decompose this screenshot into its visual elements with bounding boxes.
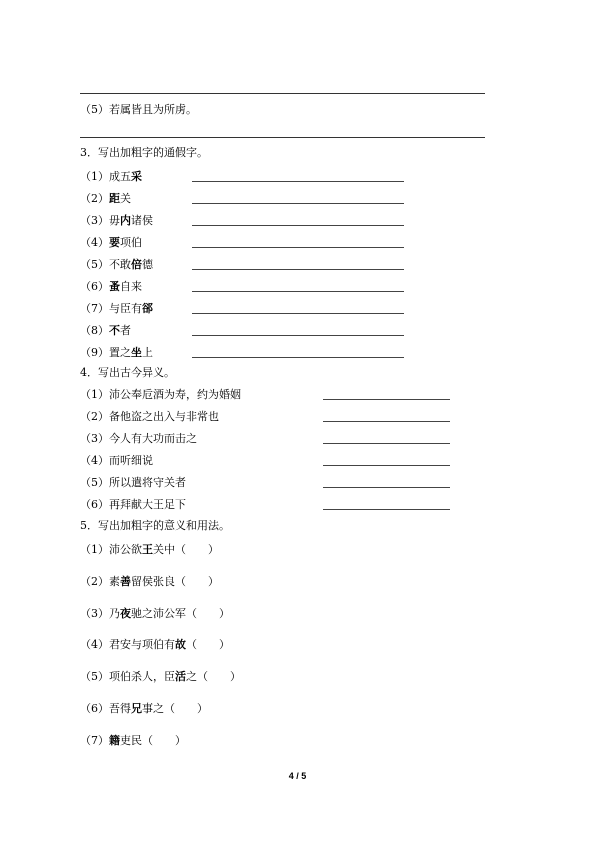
item-text: 事之	[142, 702, 164, 715]
bold-character: 不	[109, 324, 120, 337]
bold-character: 籍	[109, 733, 120, 747]
q3-item	[80, 192, 131, 206]
item-number: （2）	[80, 192, 109, 205]
item-number: （1）	[80, 543, 109, 556]
item-text: 所以遣将守关者	[109, 476, 186, 489]
answer-blank[interactable]	[192, 203, 404, 204]
item-text: 关中	[153, 543, 175, 556]
item-text: 乃	[109, 606, 120, 620]
answer-blank[interactable]	[323, 421, 450, 422]
q5-item	[80, 670, 241, 684]
q3-item	[80, 346, 153, 360]
answer-blank[interactable]	[323, 399, 450, 400]
item-number: （4）	[80, 236, 109, 249]
bold-character: 倍	[131, 258, 142, 271]
item-text: 沛公欲	[109, 543, 142, 556]
answer-parentheses[interactable]: （ ）	[175, 574, 219, 588]
item-text: 自来	[120, 280, 142, 293]
item-text: 项伯杀人，臣	[109, 670, 175, 684]
item-number: （4）	[80, 454, 109, 467]
q3-item	[80, 214, 153, 228]
item-text: 君安与项伯有	[109, 638, 175, 652]
item-number: （6）	[80, 498, 109, 511]
answer-blank[interactable]	[192, 269, 404, 270]
q3-item	[80, 280, 142, 294]
item-text: 素	[109, 574, 120, 588]
item-text: 关	[120, 192, 131, 205]
item-text: 备他盗之出入与非常也	[109, 410, 219, 423]
item-number: （3）	[80, 606, 109, 620]
q3-title: 3．写出加粗字的通假字。	[80, 146, 208, 159]
item-number: （1）	[80, 388, 109, 401]
q3-item	[80, 302, 153, 316]
q3-item	[80, 236, 142, 250]
item-text: 者	[120, 324, 131, 337]
item-text: 与臣有	[109, 302, 142, 315]
item-text: 留侯张良	[131, 574, 175, 588]
q4-title: 4．写出古今异义。	[80, 366, 175, 379]
item-text: 再拜献大王足下	[109, 498, 186, 511]
q3-item	[80, 170, 142, 184]
q4-item	[80, 454, 153, 468]
bold-character: 兄	[131, 702, 142, 715]
item-text: 驰之沛公军	[131, 606, 186, 620]
bold-character: 坐	[131, 346, 142, 359]
item-number: （9）	[80, 346, 109, 359]
answer-parentheses[interactable]: （ ）	[197, 670, 241, 684]
q3-item	[80, 324, 131, 338]
answer-blank[interactable]	[192, 335, 404, 336]
bold-character: 内	[120, 214, 131, 227]
answer-blank[interactable]	[192, 225, 404, 226]
item-number: （6）	[80, 702, 109, 715]
item-number: （6）	[80, 280, 109, 293]
item-text: 项伯	[120, 236, 142, 249]
item-number: （2）	[80, 410, 109, 423]
item-text: 毋	[109, 214, 120, 227]
answer-parentheses[interactable]: （ ）	[186, 638, 230, 652]
answer-line-prev	[80, 137, 485, 138]
item-number: （2）	[80, 574, 109, 588]
answer-blank[interactable]	[192, 247, 404, 248]
answer-parentheses[interactable]: （ ）	[175, 543, 219, 556]
page-number: 4 / 5	[288, 771, 307, 781]
bold-character: 活	[175, 670, 186, 684]
q5-item	[80, 638, 230, 652]
answer-line-top	[80, 93, 485, 94]
answer-blank[interactable]	[323, 443, 450, 444]
q5-title: 5．写出加粗字的意义和用法。	[80, 519, 230, 532]
bold-character: 蚤	[109, 280, 120, 293]
item-number: （4）	[80, 638, 109, 652]
q4-item	[80, 388, 241, 402]
answer-blank[interactable]	[192, 181, 404, 182]
item-number: （5）	[80, 476, 109, 489]
item-number: （8）	[80, 324, 109, 337]
item-text: 成五	[109, 170, 131, 183]
item-number: （3）	[80, 432, 109, 445]
item-text: 不敢	[109, 258, 131, 271]
q5-item	[80, 543, 219, 557]
item-number: （5）	[80, 258, 109, 271]
answer-blank[interactable]	[192, 291, 404, 292]
item-number: （7）	[80, 733, 109, 747]
q5-item	[80, 607, 230, 621]
bold-character: 距	[109, 192, 120, 205]
item-text: 吏民	[120, 733, 142, 747]
bold-character: 王	[142, 543, 153, 556]
bold-character: 要	[109, 236, 120, 249]
item-number: （1）	[80, 170, 109, 183]
item-text: 吾得	[109, 702, 131, 715]
answer-blank[interactable]	[323, 487, 450, 488]
q5-item	[80, 702, 208, 716]
q3-item	[80, 258, 153, 272]
item-number: （7）	[80, 302, 109, 315]
answer-parentheses[interactable]: （ ）	[186, 606, 230, 620]
bold-character: 故	[175, 638, 186, 652]
q4-item	[80, 476, 186, 490]
item-text: 之	[186, 670, 197, 684]
answer-blank[interactable]	[323, 465, 450, 466]
prev-item-5	[80, 103, 197, 117]
q4-item	[80, 432, 197, 446]
item-number: （3）	[80, 214, 109, 227]
answer-blank[interactable]	[192, 313, 404, 314]
item-text: 今人有大功而击之	[109, 432, 197, 445]
bold-character: 郤	[142, 302, 153, 315]
bold-character: 夜	[120, 606, 131, 620]
answer-parentheses[interactable]: （ ）	[164, 702, 208, 715]
answer-blank[interactable]	[323, 509, 450, 510]
item-text: 上	[142, 346, 153, 359]
q5-item	[80, 734, 186, 748]
answer-blank[interactable]	[192, 357, 404, 358]
q4-item	[80, 498, 186, 512]
answer-parentheses[interactable]: （ ）	[142, 733, 186, 747]
q4-item	[80, 410, 219, 424]
bold-character: 善	[120, 574, 131, 588]
item-text: 置之	[109, 346, 131, 359]
item-text: 沛公奉卮酒为寿，约为婚姻	[109, 388, 241, 401]
item-number: （5）	[80, 103, 109, 116]
q5-item	[80, 575, 219, 589]
item-text: 若属皆且为所虏。	[109, 103, 197, 116]
item-text: 而听细说	[109, 454, 153, 467]
bold-character: 采	[131, 170, 142, 183]
item-text: 诸侯	[131, 214, 153, 227]
item-number: （5）	[80, 670, 109, 684]
item-text: 德	[142, 258, 153, 271]
